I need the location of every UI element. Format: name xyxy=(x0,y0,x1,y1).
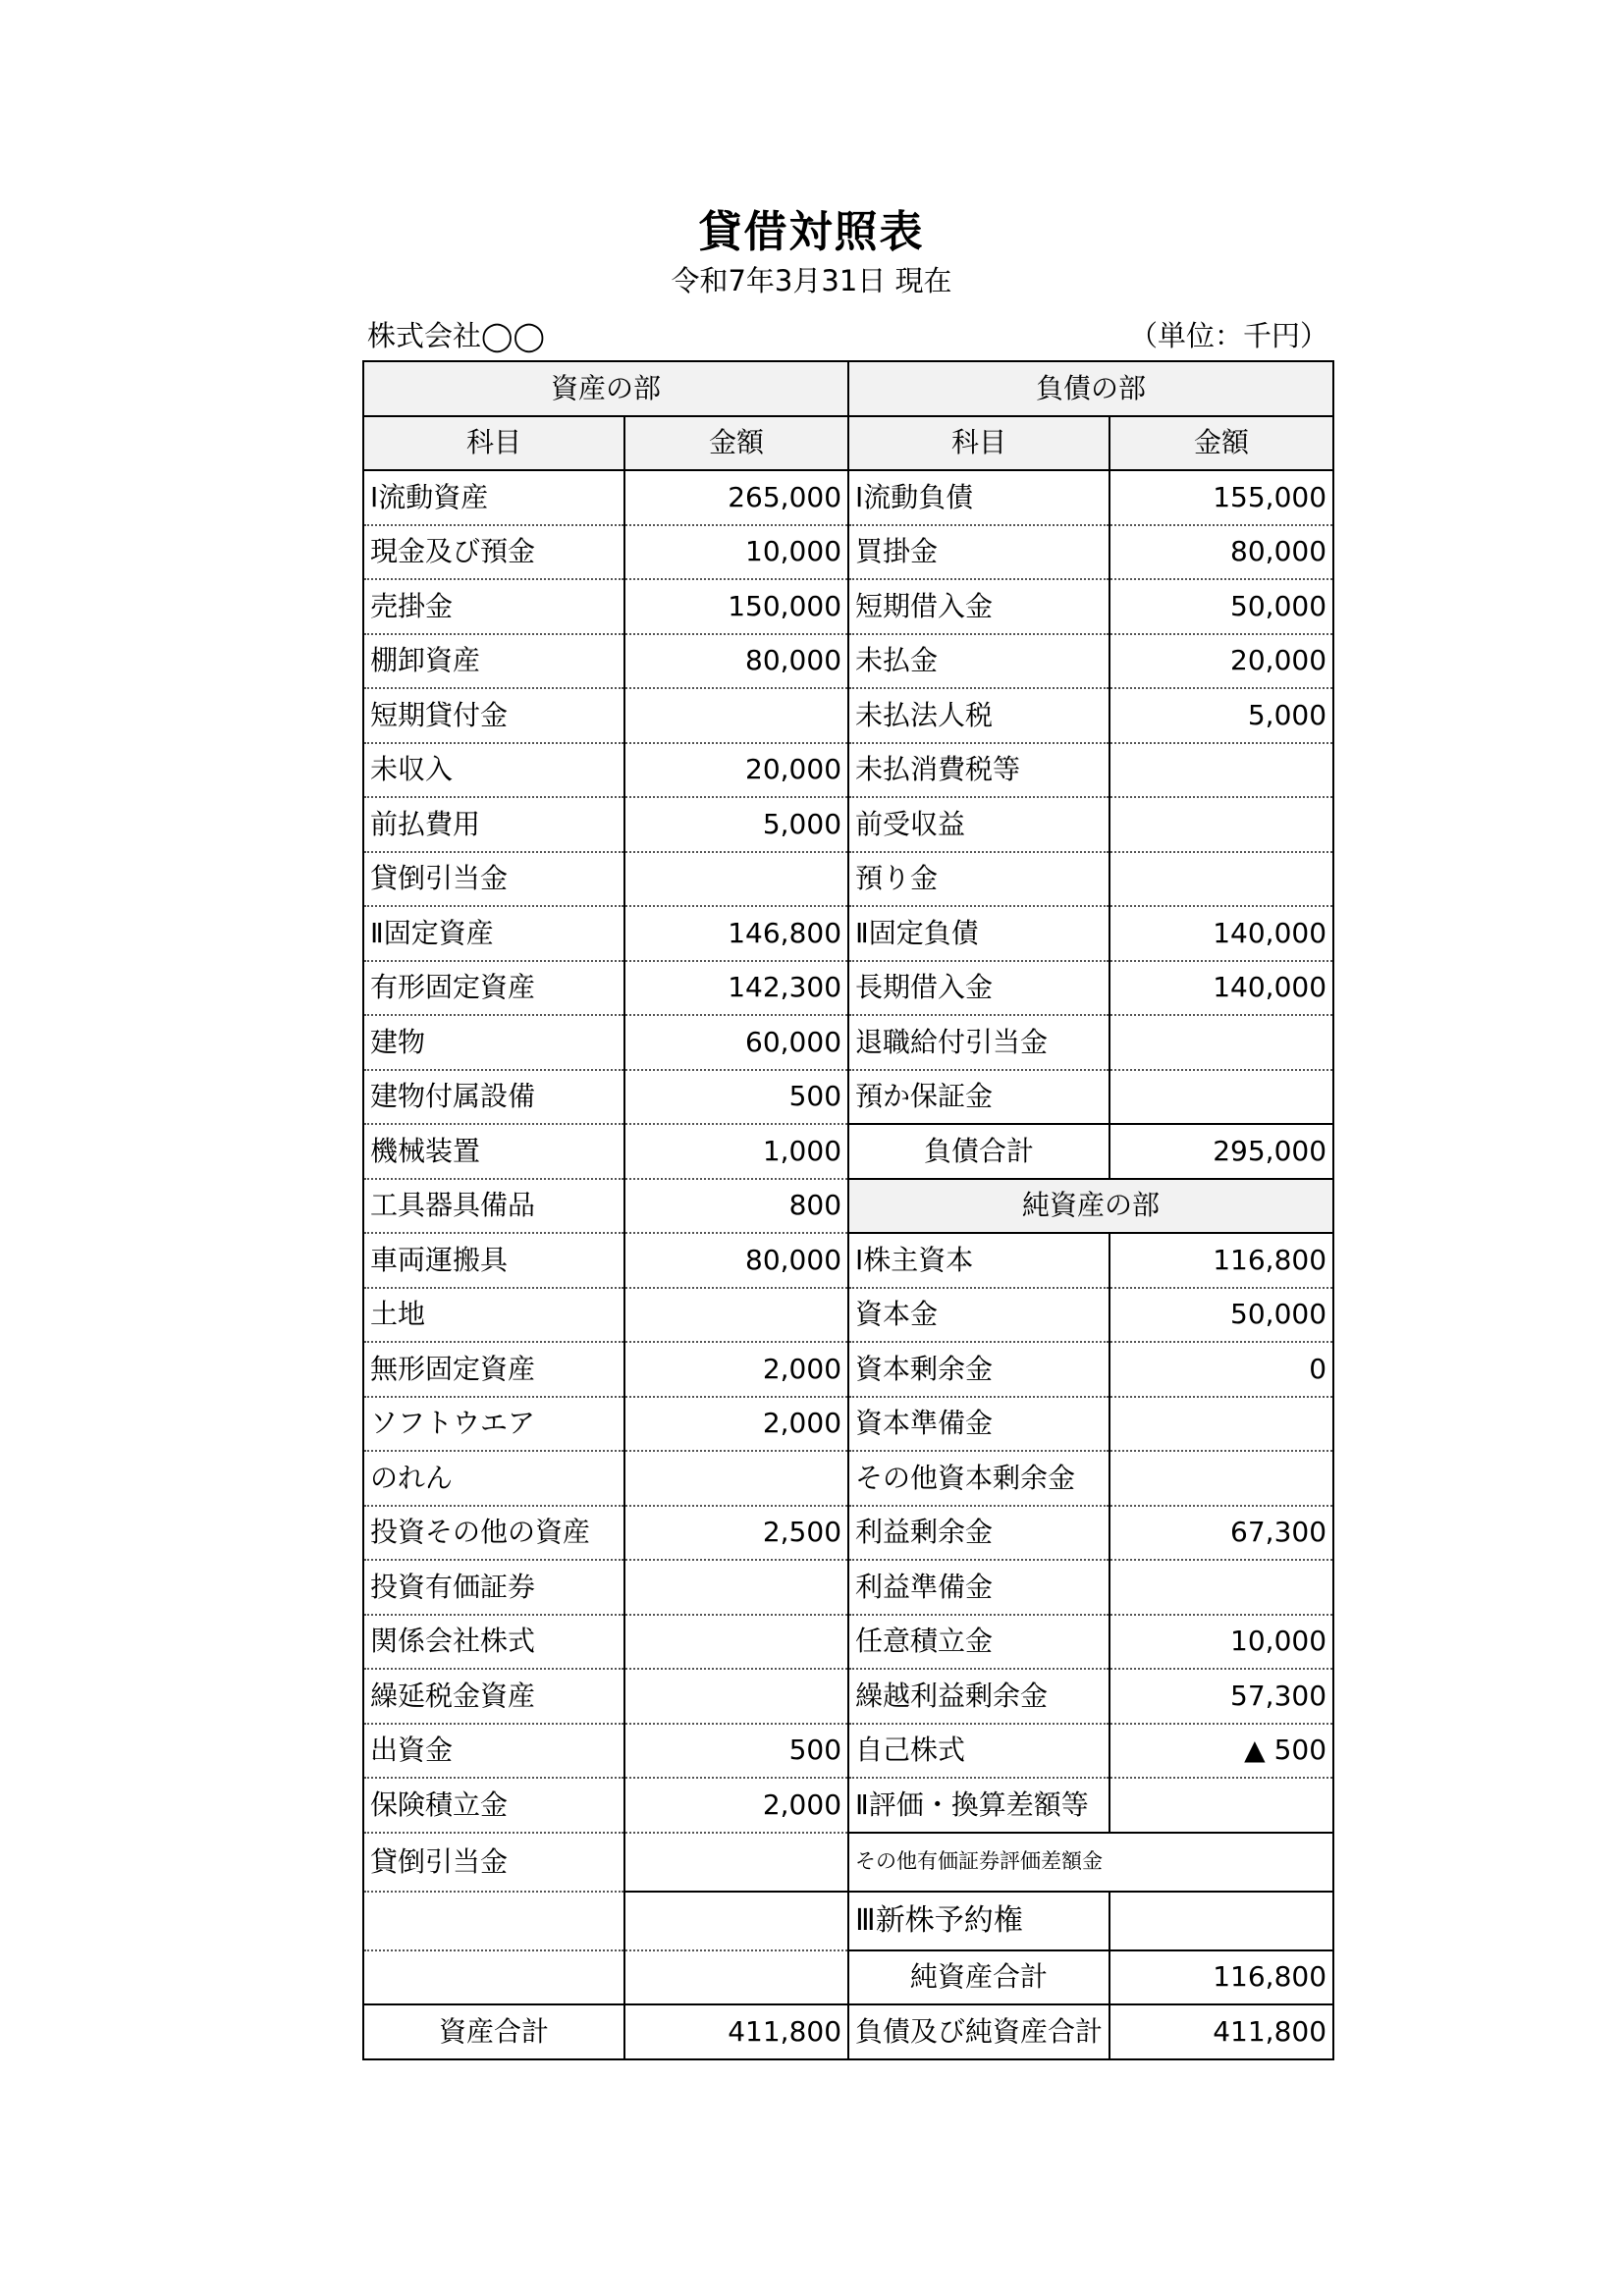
liability-value: 140,000 xyxy=(1109,906,1333,961)
net-assets-total-value: 116,800 xyxy=(1109,1950,1333,2005)
assets-item-header: 科目 xyxy=(363,416,624,471)
asset-label xyxy=(363,1950,624,2005)
liability-label: 繰越利益剰余金 xyxy=(848,1669,1109,1724)
liability-value: 80,000 xyxy=(1109,525,1333,580)
liab-net-total-label: 負債及び純資産合計 xyxy=(848,2004,1109,2059)
liability-value: 67,300 xyxy=(1109,1506,1333,1561)
liability-value: 20,000 xyxy=(1109,634,1333,689)
liability-label: Ⅰ流動負債 xyxy=(848,470,1109,525)
assets-total-label: 資産合計 xyxy=(363,2004,624,2059)
section-header-row xyxy=(363,361,1333,416)
liability-value xyxy=(1109,1015,1333,1070)
asset-value: 1,000 xyxy=(624,1124,848,1179)
liability-label: 資本準備金 xyxy=(848,1397,1109,1452)
liability-label: Ⅱ固定負債 xyxy=(848,906,1109,961)
asset-value xyxy=(624,852,848,907)
net-assets-total-label: 純資産合計 xyxy=(848,1950,1109,2005)
liability-value xyxy=(1109,1560,1333,1615)
asset-value xyxy=(624,1288,848,1343)
table-row xyxy=(363,1892,1333,1950)
as-of-date: 令和7年3月31日 現在 xyxy=(671,264,952,297)
asset-label: 現金及び預金 xyxy=(363,525,624,580)
asset-label: 建物付属設備 xyxy=(363,1070,624,1125)
liability-value: 50,000 xyxy=(1109,1288,1333,1343)
asset-value: 500 xyxy=(624,1724,848,1779)
asset-value xyxy=(624,1950,848,2005)
liabilities-total-label: 負債合計 xyxy=(848,1124,1109,1179)
liability-value xyxy=(1109,1070,1333,1125)
liability-value: 5,000 xyxy=(1109,688,1333,743)
asset-value xyxy=(624,1451,848,1506)
table-row xyxy=(363,688,1333,743)
table-row xyxy=(363,961,1333,1016)
asset-value xyxy=(624,1669,848,1724)
table-row xyxy=(363,1342,1333,1397)
table-row xyxy=(363,797,1333,852)
asset-label xyxy=(363,1892,624,1950)
table-row xyxy=(363,1724,1333,1779)
asset-value: 5,000 xyxy=(624,797,848,852)
liability-label: 前受収益 xyxy=(848,797,1109,852)
asset-value: 2,000 xyxy=(624,1778,848,1833)
asset-label: Ⅰ流動資産 xyxy=(363,470,624,525)
liability-value: 155,000 xyxy=(1109,470,1333,525)
asset-label: 工具器具備品 xyxy=(363,1179,624,1234)
column-header-row xyxy=(363,416,1333,471)
liability-label: 資本剰余金 xyxy=(848,1342,1109,1397)
asset-label: 投資その他の資産 xyxy=(363,1506,624,1561)
asset-label: のれん xyxy=(363,1451,624,1506)
asset-label: ソフトウエア xyxy=(363,1397,624,1452)
asset-value: 800 xyxy=(624,1179,848,1234)
liability-value: ▲ 500 xyxy=(1109,1724,1333,1779)
asset-label: 無形固定資産 xyxy=(363,1342,624,1397)
liability-label: 短期借入金 xyxy=(848,579,1109,634)
asset-value xyxy=(624,1833,848,1892)
liabilities-item-header: 科目 xyxy=(848,416,1109,471)
liability-label: 預り金 xyxy=(848,852,1109,907)
asset-label: Ⅱ固定資産 xyxy=(363,906,624,961)
table-row xyxy=(363,1397,1333,1452)
asset-label: 関係会社株式 xyxy=(363,1615,624,1670)
table-row xyxy=(363,743,1333,798)
balance-sheet-table xyxy=(362,360,1334,2060)
asset-label: 未収入 xyxy=(363,743,624,798)
liability-value: 0 xyxy=(1109,1342,1333,1397)
asset-label: 土地 xyxy=(363,1288,624,1343)
liability-value xyxy=(1109,743,1333,798)
asset-value: 2,500 xyxy=(624,1506,848,1561)
table-row xyxy=(363,1179,1333,1234)
totals-row xyxy=(363,2004,1333,2059)
asset-label: 車両運搬具 xyxy=(363,1233,624,1288)
asset-value: 20,000 xyxy=(624,743,848,798)
table-row xyxy=(363,1833,1333,1892)
asset-value xyxy=(624,1615,848,1670)
asset-value: 150,000 xyxy=(624,579,848,634)
assets-amount-header: 金額 xyxy=(624,416,848,471)
table-row xyxy=(363,1778,1333,1833)
table-row xyxy=(363,1506,1333,1561)
liability-label: その他有価証券評価差額金 xyxy=(848,1833,1333,1892)
asset-label: 繰延税金資産 xyxy=(363,1669,624,1724)
liability-label: Ⅱ評価・換算差額等 xyxy=(848,1778,1109,1833)
liability-label: Ⅲ新株予約権 xyxy=(848,1892,1109,1950)
asset-label: 建物 xyxy=(363,1015,624,1070)
asset-label: 投資有価証券 xyxy=(363,1560,624,1615)
liability-value: 140,000 xyxy=(1109,961,1333,1016)
liability-value xyxy=(1109,1451,1333,1506)
asset-label: 前払費用 xyxy=(363,797,624,852)
asset-value xyxy=(624,688,848,743)
asset-label: 貸倒引当金 xyxy=(363,1833,624,1892)
liability-label: 買掛金 xyxy=(848,525,1109,580)
asset-value: 500 xyxy=(624,1070,848,1125)
table-row xyxy=(363,634,1333,689)
liability-label: 長期借入金 xyxy=(848,961,1109,1016)
liability-label: 自己株式 xyxy=(848,1724,1109,1779)
liability-label: 資本金 xyxy=(848,1288,1109,1343)
asset-value xyxy=(624,1560,848,1615)
assets-total-value: 411,800 xyxy=(624,2004,848,2059)
liability-value xyxy=(1109,852,1333,907)
liability-label: その他資本剰余金 xyxy=(848,1451,1109,1506)
asset-label: 保険積立金 xyxy=(363,1778,624,1833)
liability-label: 任意積立金 xyxy=(848,1615,1109,1670)
table-row xyxy=(363,1669,1333,1724)
document-title: 貸借対照表 xyxy=(698,207,925,257)
asset-value: 80,000 xyxy=(624,1233,848,1288)
liability-label: 退職給付引当金 xyxy=(848,1015,1109,1070)
table-row xyxy=(363,1070,1333,1125)
table-row xyxy=(363,1124,1333,1179)
table-row xyxy=(363,906,1333,961)
liability-value xyxy=(1109,1892,1333,1950)
asset-value: 146,800 xyxy=(624,906,848,961)
liability-label: 未払消費税等 xyxy=(848,743,1109,798)
asset-value: 2,000 xyxy=(624,1342,848,1397)
asset-value: 265,000 xyxy=(624,470,848,525)
liability-value xyxy=(1109,1397,1333,1452)
liabilities-section-header: 負債の部 xyxy=(848,361,1333,416)
table-row xyxy=(363,1015,1333,1070)
net-assets-section-header: 純資産の部 xyxy=(848,1179,1333,1234)
liability-value: 50,000 xyxy=(1109,579,1333,634)
table-row xyxy=(363,1950,1333,2005)
liability-value xyxy=(1109,1778,1333,1833)
table-row xyxy=(363,1615,1333,1670)
table-row xyxy=(363,1233,1333,1288)
liability-value: 10,000 xyxy=(1109,1615,1333,1670)
table-row xyxy=(363,525,1333,580)
asset-value: 80,000 xyxy=(624,634,848,689)
asset-value: 10,000 xyxy=(624,525,848,580)
table-row xyxy=(363,1560,1333,1615)
liabilities-amount-header: 金額 xyxy=(1109,416,1333,471)
liability-value: 57,300 xyxy=(1109,1669,1333,1724)
asset-value: 2,000 xyxy=(624,1397,848,1452)
table-row xyxy=(363,1288,1333,1343)
asset-label: 短期貸付金 xyxy=(363,688,624,743)
liab-net-total-value: 411,800 xyxy=(1109,2004,1333,2059)
assets-section-header: 資産の部 xyxy=(363,361,848,416)
unit-label: （単位：千円） xyxy=(1128,319,1328,352)
asset-value: 60,000 xyxy=(624,1015,848,1070)
asset-label: 売掛金 xyxy=(363,579,624,634)
liability-value xyxy=(1109,797,1333,852)
liability-label: Ⅰ株主資本 xyxy=(848,1233,1109,1288)
asset-value: 142,300 xyxy=(624,961,848,1016)
liability-label: 未払法人税 xyxy=(848,688,1109,743)
liability-label: 利益準備金 xyxy=(848,1560,1109,1615)
liabilities-total-value: 295,000 xyxy=(1109,1124,1333,1179)
asset-label: 棚卸資産 xyxy=(363,634,624,689)
liability-value: 116,800 xyxy=(1109,1233,1333,1288)
asset-value xyxy=(624,1892,848,1950)
asset-label: 有形固定資産 xyxy=(363,961,624,1016)
table-row xyxy=(363,470,1333,525)
liability-label: 利益剰余金 xyxy=(848,1506,1109,1561)
liability-label: 未払金 xyxy=(848,634,1109,689)
company-name: 株式会社◯◯ xyxy=(367,319,545,352)
liability-label: 預か保証金 xyxy=(848,1070,1109,1125)
asset-label: 出資金 xyxy=(363,1724,624,1779)
table-row xyxy=(363,1451,1333,1506)
table-row xyxy=(363,852,1333,907)
asset-label: 機械装置 xyxy=(363,1124,624,1179)
table-row xyxy=(363,579,1333,634)
asset-label: 貸倒引当金 xyxy=(363,852,624,907)
